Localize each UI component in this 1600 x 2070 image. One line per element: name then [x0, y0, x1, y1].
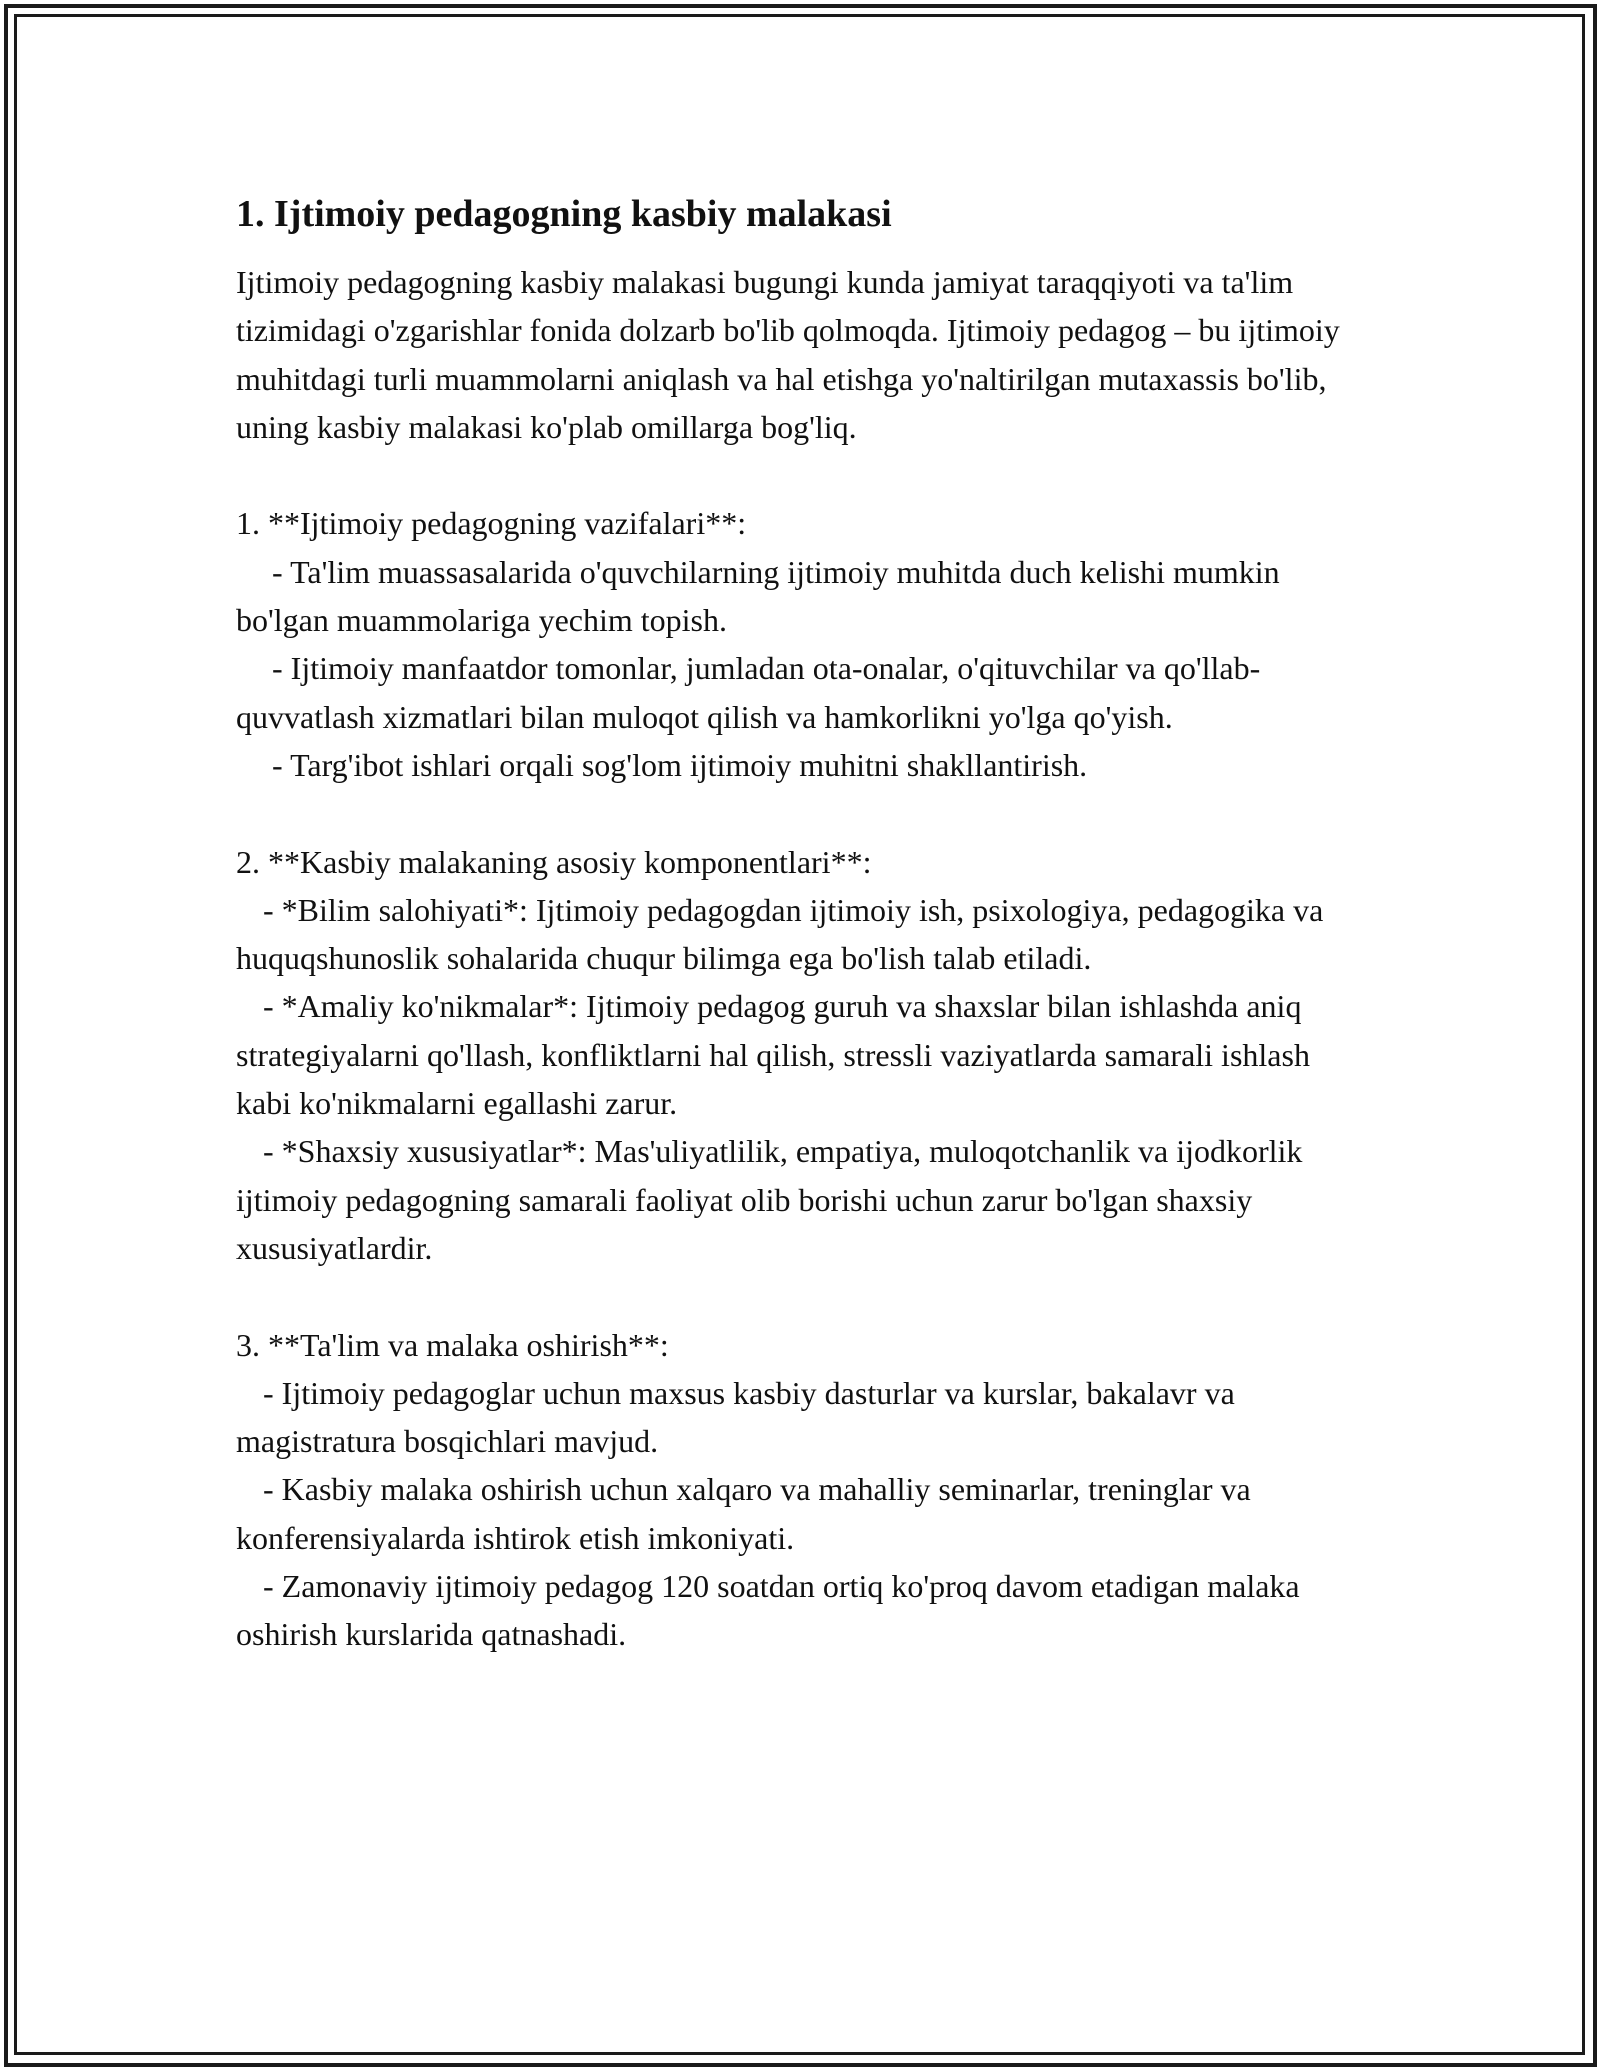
section-heading: 3. **Ta'lim va malaka oshirish**: [236, 1326, 669, 1363]
list-item: - *Amaliy ko'nikmalar*: Ijtimoiy pedagog guruh va shaxslar bilan ishlashda aniq strategiyalarni qo'llash, konfliktlarni hal qilish, stressli vaziyatlarda samarali ishlash kabi ko'nikmalarni egallashi zarur. [236, 988, 1310, 1122]
section-heading: 1. **Ijtimoiy pedagogning vazifalari**: [236, 505, 747, 542]
section-components [236, 838, 1371, 1273]
document-body [236, 188, 1371, 1659]
list-item: - Zamonaviy ijtimoiy pedagog 120 soatdan ortiq ko'proq davom etadigan malaka oshirish kurslarida qatnashadi. [236, 1568, 1300, 1653]
list-item: - *Bilim salohiyati*: Ijtimoiy pedagogdan ijtimoiy ish, psixologiya, pedagogika va huquqshunoslik sohalarida chuqur bilimga ega bo'lish talab etiladi. [236, 891, 1324, 977]
section-duties [236, 499, 1371, 789]
document-title: 1. Ijtimoiy pedagogning kasbiy malakasi [236, 193, 892, 235]
list-item: - Kasbiy malaka oshirish uchun xalqaro va mahalliy seminarlar, treninglar va konferensiyalarda ishtirok etish imkoniyati. [236, 1471, 1251, 1556]
list-item: - Ijtimoiy pedagoglar uchun maxsus kasbiy dasturlar va kurslar, bakalavr va magistratura bosqichlari mavjud. [236, 1374, 1235, 1460]
paragraph-gap [236, 451, 1371, 499]
section-training [236, 1321, 1371, 1659]
paragraph-gap [236, 1272, 1371, 1320]
list-item: - Ijtimoiy manfaatdor tomonlar, jumladan ota-onalar, o'qituvchilar va qo'llab-quvvatlash xizmatlari bilan muloqot qilish va hamkorlikni yo'lga qo'yish. [236, 650, 1261, 735]
paragraph-gap [236, 789, 1371, 837]
list-item: - *Shaxsiy xususiyatlar*: Mas'uliyatlilik, empatiya, muloqotchanlik va ijodkorlik ijtimoiy pedagogning samarali faoliyat olib borishi uchun zarur bo'lgan shaxsiy xususiyatlardir. [236, 1133, 1303, 1266]
list-item: - Targ'ibot ishlari orqali sog'lom ijtimoiy muhitni shakllantirish. [272, 746, 1088, 783]
section-heading: 2. **Kasbiy malakaning asosiy komponentlari**: [236, 843, 872, 880]
intro-paragraph: Ijtimoiy pedagogning kasbiy malakasi bugungi kunda jamiyat taraqqiyoti va ta'lim tizimidagi o'zgarishlar fonida dolzarb bo'lib qolmoqda. Ijtimoiy pedagog – bu ijtimoiy muhitdagi turli muammolarni aniqlash va hal etishga yo'naltirilgan mutaxassis bo'lib, uning kasbiy malakasi ko'plab omillarga bog'liq. [236, 264, 1340, 445]
list-item: - Ta'lim muassasalarida o'quvchilarning ijtimoiy muhitda duch kelishi mumkin bo'lgan muammolariga yechim topish. [236, 553, 1280, 639]
